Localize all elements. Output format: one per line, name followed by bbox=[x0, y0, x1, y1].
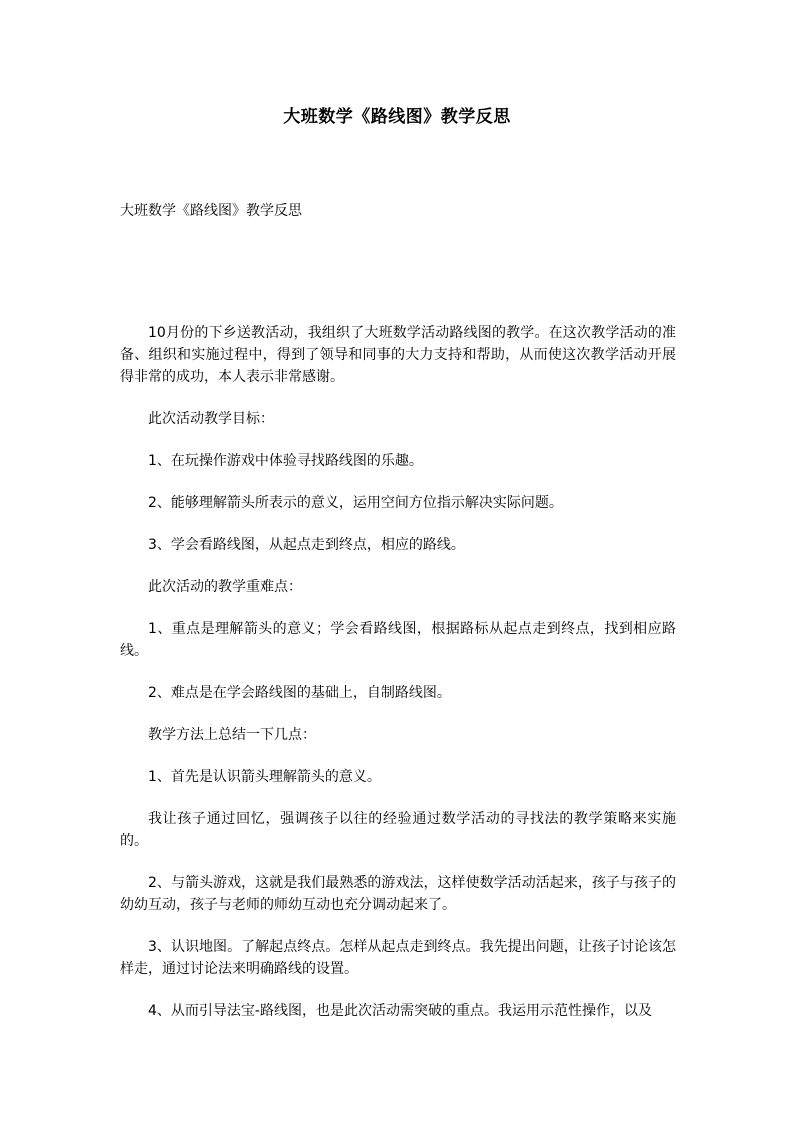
document-body bbox=[120, 322, 676, 1042]
paragraph: 4、从而引导法宝-路线图，也是此次活动需突破的重点。我运用示范性操作，以及 bbox=[148, 1003, 652, 1019]
document-subtitle: 大班数学《路线图》教学反思 bbox=[120, 203, 302, 219]
paragraph: 2、难点是在学会路线图的基础上，自制路线图。 bbox=[148, 685, 451, 701]
document-title: 大班数学《路线图》教学反思 bbox=[283, 107, 511, 127]
paragraph: 教学方法上总结一下几点： bbox=[148, 727, 316, 743]
paragraph: 1、首先是认识箭头理解箭头的意义。 bbox=[148, 769, 381, 785]
paragraph: 我让孩子通过回忆，强调孩子以往的经验通过数学活动的寻找法的教学策略来实施的。 bbox=[120, 811, 676, 849]
paragraph: 此次活动的教学重难点： bbox=[148, 579, 302, 595]
paragraph: 2、与箭头游戏，这就是我们最熟悉的游戏法，这样使数学活动活起来，孩子与孩子的幼幼互动，孩子与老师的师幼互动也充分调动起来了。 bbox=[120, 875, 676, 913]
paragraph: 2、能够理解箭头所表示的意义，运用空间方位指示解决实际问题。 bbox=[148, 495, 563, 511]
paragraph: 1、在玩操作游戏中体验寻找路线图的乐趣。 bbox=[148, 453, 423, 469]
paragraph: 1、重点是理解箭头的意义；学会看路线图，根据路标从起点走到终点，找到相应路线。 bbox=[120, 621, 676, 659]
paragraph: 此次活动教学目标： bbox=[148, 411, 274, 427]
paragraph: 10月份的下乡送教活动，我组织了大班数学活动路线图的教学。在这次教学活动的准备、组织和实施过程中，得到了领导和同事的大力支持和帮助，从而使这次教学活动开展得非常的成功，本人表示非常感谢。 bbox=[120, 325, 676, 385]
paragraph: 3、认识地图。了解起点终点。怎样从起点走到终点。我先提出问题，让孩子讨论该怎样走，通过讨论法来明确路线的设置。 bbox=[120, 939, 676, 977]
paragraph: 3、学会看路线图，从起点走到终点，相应的路线。 bbox=[148, 537, 465, 553]
